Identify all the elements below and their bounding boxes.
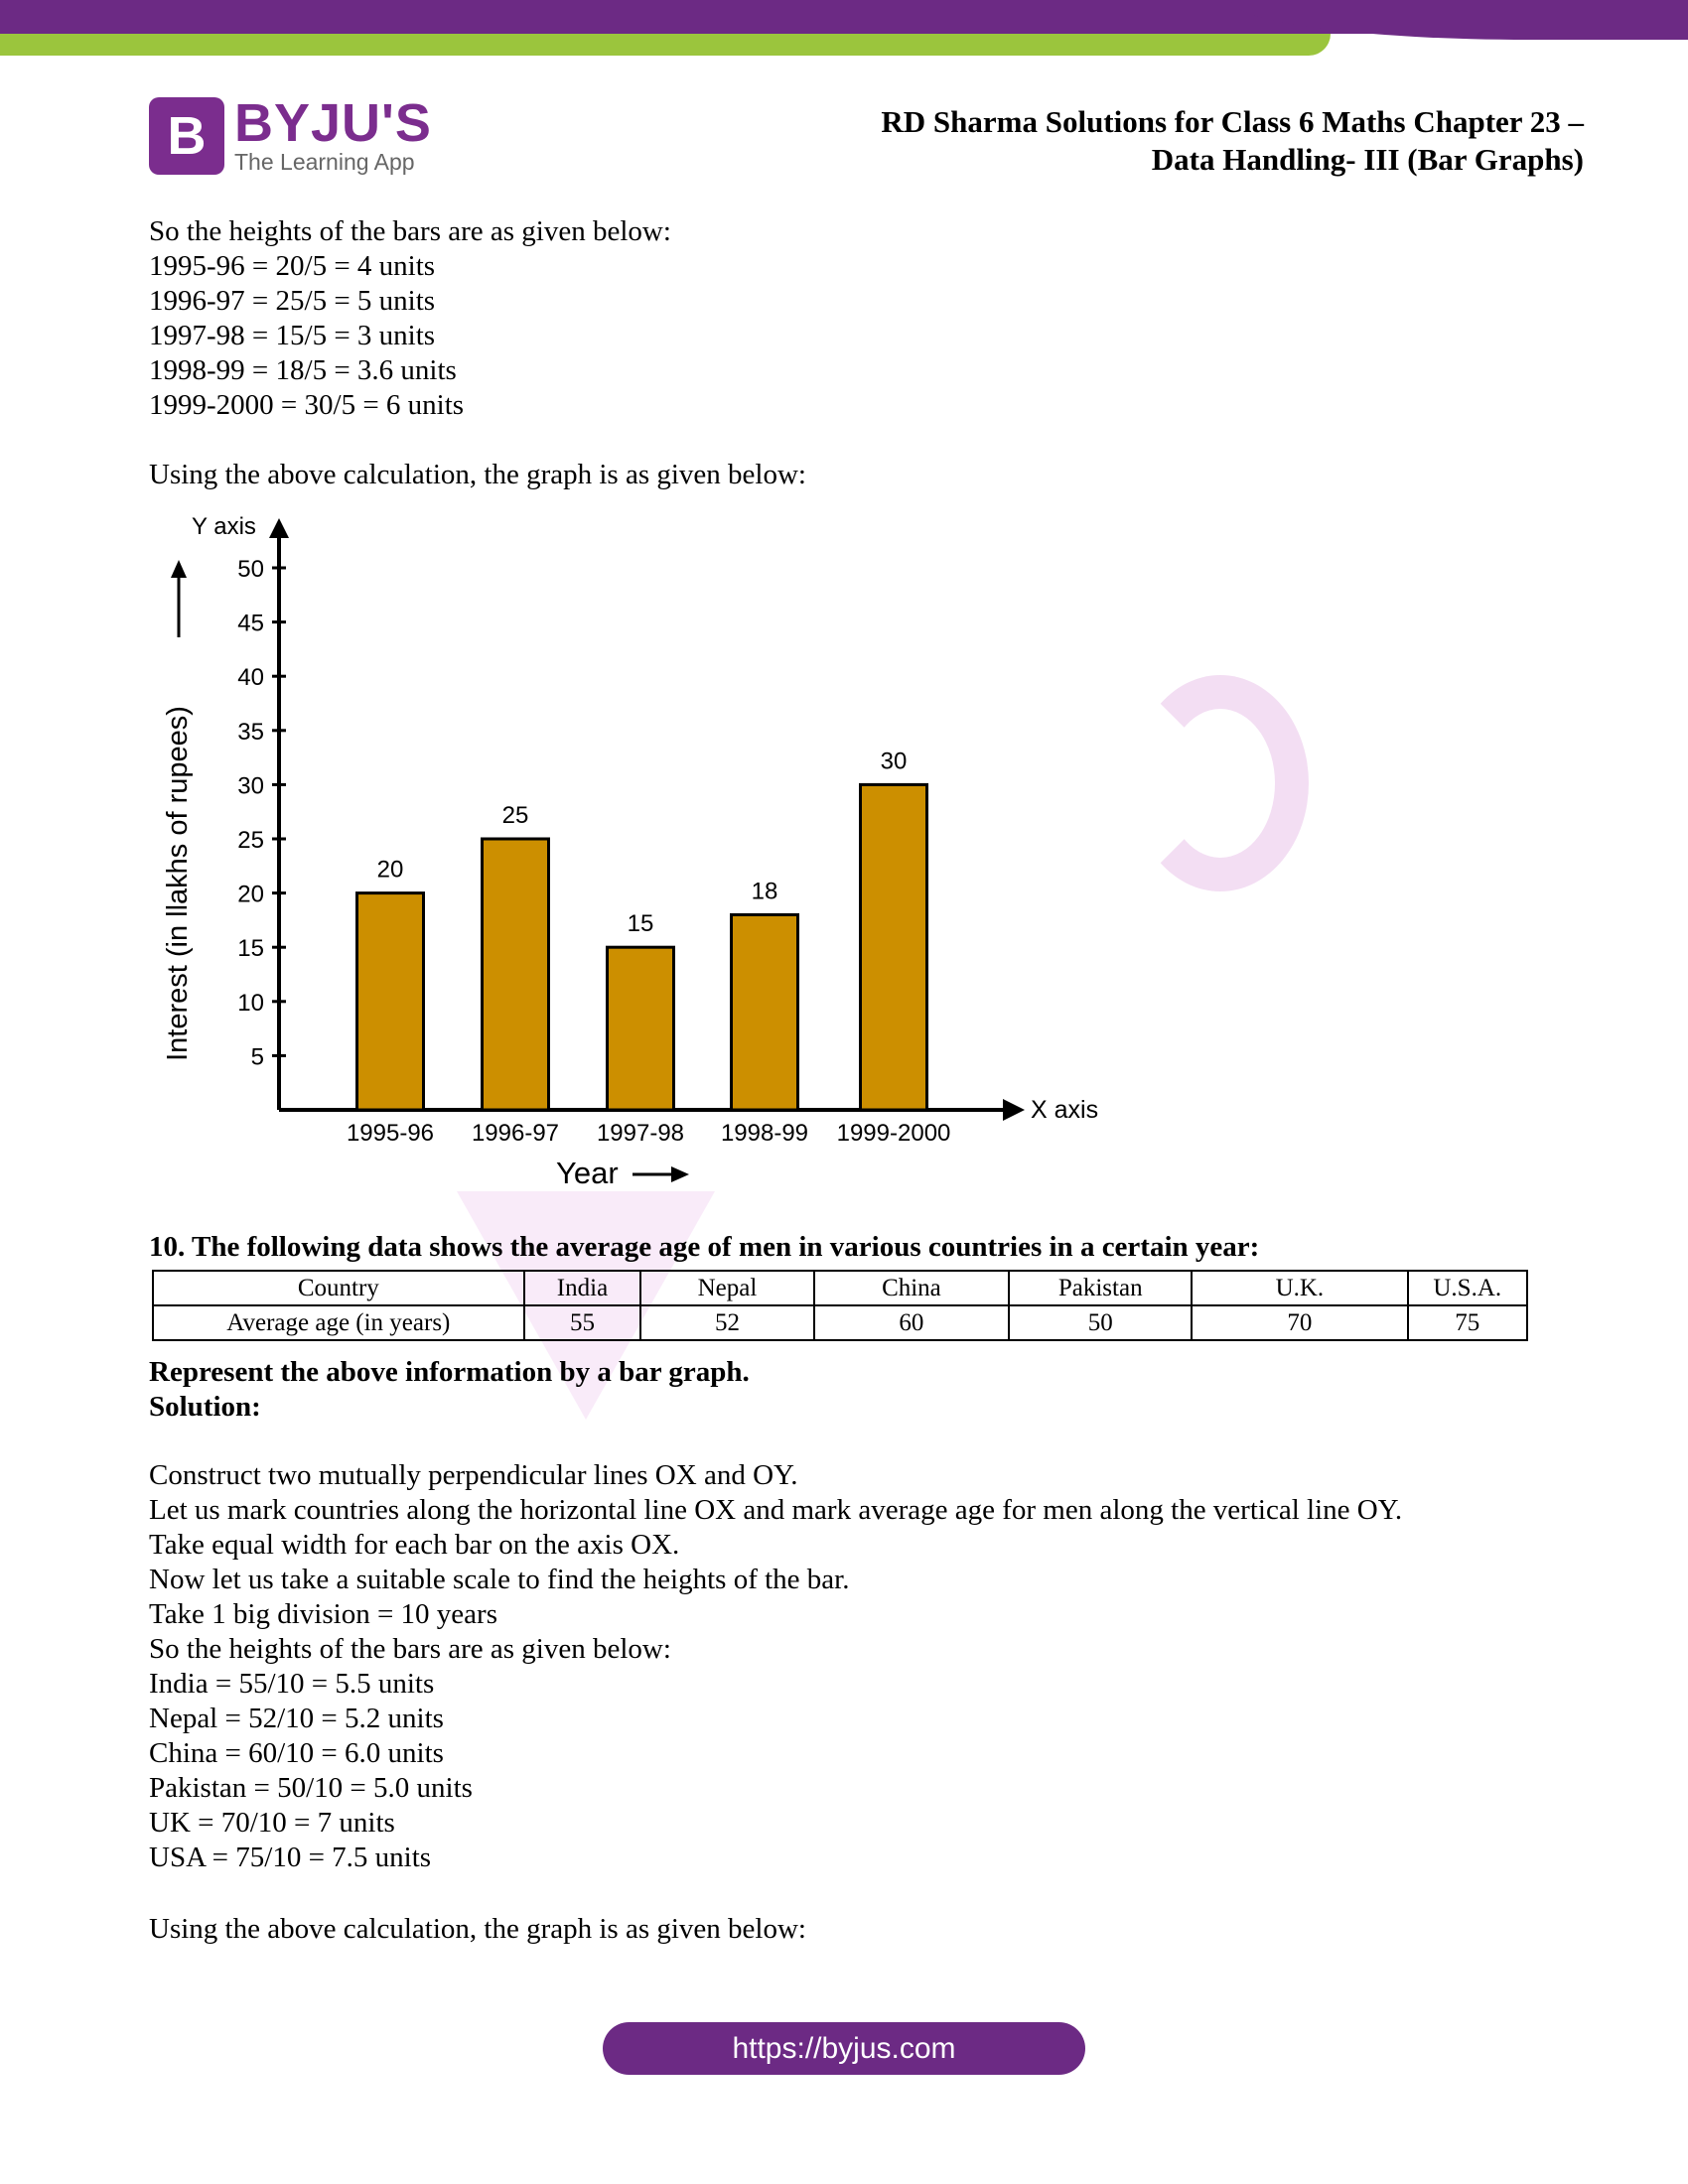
- bar-value-label: 30: [880, 748, 908, 775]
- graph-intro: Using the above calculation, the graph is as given below:: [149, 459, 806, 490]
- bar: [608, 947, 674, 1110]
- x-tick-label: 1999-2000: [836, 1120, 951, 1147]
- solution-line: Construct two mutually perpendicular lines OX and OY.: [149, 1459, 798, 1491]
- table-cell: U.K.: [1192, 1271, 1407, 1305]
- watermark-logo: [1132, 675, 1309, 891]
- bar: [861, 784, 927, 1110]
- bar-value-label: 18: [751, 878, 778, 905]
- instruction: Represent the above information by a bar graph.: [149, 1356, 750, 1388]
- y-tick-label: 15: [237, 935, 264, 963]
- table-cell: 55: [524, 1305, 641, 1340]
- y-tick-label: 25: [237, 827, 264, 854]
- average-age-table: [152, 1270, 1528, 1341]
- table-cell: India: [524, 1271, 641, 1305]
- solution-line: Pakistan = 50/10 = 5.0 units: [149, 1772, 473, 1804]
- y-axis-title: Interest (in llakhs of rupees): [162, 706, 194, 1061]
- logo-name: BYJU'S: [234, 93, 432, 153]
- solution-line: So the heights of the bars are as given below:: [149, 1633, 671, 1665]
- y-tick-label: 50: [237, 556, 264, 583]
- y-tick-label: 5: [250, 1043, 264, 1071]
- title-line-2: Data Handling- III (Bar Graphs): [1151, 142, 1584, 177]
- bar-value-label: 20: [376, 856, 404, 884]
- height-line: 1998-99 = 18/5 = 3.6 units: [149, 354, 457, 386]
- byjus-logo: [149, 93, 432, 175]
- website-link[interactable]: https://byjus.com: [603, 2022, 1085, 2075]
- bar: [357, 893, 424, 1110]
- solution-line: USA = 75/10 = 7.5 units: [149, 1842, 432, 1873]
- table-cell: Nepal: [640, 1271, 813, 1305]
- table-header-row: [153, 1271, 1527, 1305]
- table-cell: 52: [640, 1305, 813, 1340]
- solution-line: Nepal = 52/10 = 5.2 units: [149, 1703, 444, 1734]
- height-line: 1997-98 = 15/5 = 3 units: [149, 320, 436, 351]
- table-cell: Average age (in years): [153, 1305, 524, 1340]
- solution-line: Take equal width for each bar on the axis OX.: [149, 1529, 680, 1561]
- y-title-arrow-icon: [171, 560, 187, 578]
- table-cell: China: [814, 1271, 1010, 1305]
- question-10-title: 10. The following data shows the average age of men in various countries in a certain year:: [149, 1231, 1260, 1263]
- logo-b-icon: B: [149, 97, 224, 175]
- bar: [732, 914, 798, 1110]
- table-cell: 70: [1192, 1305, 1407, 1340]
- y-tick-label: 40: [237, 664, 264, 692]
- table-cell: U.S.A.: [1408, 1271, 1527, 1305]
- solution-line: India = 55/10 = 5.5 units: [149, 1668, 435, 1700]
- x-tick-label: 1998-99: [720, 1120, 809, 1147]
- table-cell: Pakistan: [1009, 1271, 1192, 1305]
- solution-line: China = 60/10 = 6.0 units: [149, 1737, 444, 1769]
- y-axis-arrow-icon: [269, 518, 289, 538]
- x-axis-arrow-icon: [1003, 1099, 1025, 1121]
- graph-intro-2: Using the above calculation, the graph is as given below:: [149, 1913, 806, 1945]
- x-tick-label: 1997-98: [596, 1120, 685, 1147]
- y-tick-label: 30: [237, 772, 264, 800]
- x-axis-name: X axis: [1031, 1096, 1099, 1124]
- table-cell: 60: [814, 1305, 1010, 1340]
- x-axis-title: Year: [556, 1156, 619, 1190]
- y-tick-label: 10: [237, 989, 264, 1017]
- height-line: 1999-2000 = 30/5 = 6 units: [149, 389, 465, 421]
- bar-value-label: 15: [627, 910, 654, 938]
- table-cell: Country: [153, 1271, 524, 1305]
- y-tick-label: 20: [237, 881, 264, 908]
- solution-line: UK = 70/10 = 7 units: [149, 1807, 395, 1839]
- document-title: [881, 103, 1584, 179]
- y-tick-label: 45: [237, 610, 264, 637]
- logo-tagline: The Learning App: [234, 149, 415, 175]
- header-green-band: [0, 34, 1331, 56]
- solution-line: Let us mark countries along the horizontal line OX and mark average age for men along the vertical line OY.: [149, 1494, 1403, 1526]
- height-line: 1995-96 = 20/5 = 4 units: [149, 250, 436, 282]
- solution-label: Solution:: [149, 1391, 261, 1423]
- x-tick-label: 1995-96: [346, 1120, 435, 1147]
- table-row: [153, 1305, 1527, 1340]
- table-cell: 50: [1009, 1305, 1192, 1340]
- bar-chart: [139, 496, 1132, 1211]
- table-cell: 75: [1408, 1305, 1527, 1340]
- heights-intro: So the heights of the bars are as given below:: [149, 215, 671, 247]
- y-tick-label: 35: [237, 718, 264, 746]
- bar-value-label: 25: [501, 802, 529, 829]
- y-axis-name: Y axis: [192, 513, 256, 540]
- x-title-arrow-icon: [671, 1166, 689, 1182]
- solution-line: Now let us take a suitable scale to find the heights of the bar.: [149, 1564, 850, 1595]
- title-line-1: RD Sharma Solutions for Class 6 Maths Chapter 23 –: [881, 104, 1584, 139]
- x-tick-label: 1996-97: [471, 1120, 560, 1147]
- bar: [483, 839, 549, 1110]
- height-line: 1996-97 = 25/5 = 5 units: [149, 285, 436, 317]
- solution-line: Take 1 big division = 10 years: [149, 1598, 497, 1630]
